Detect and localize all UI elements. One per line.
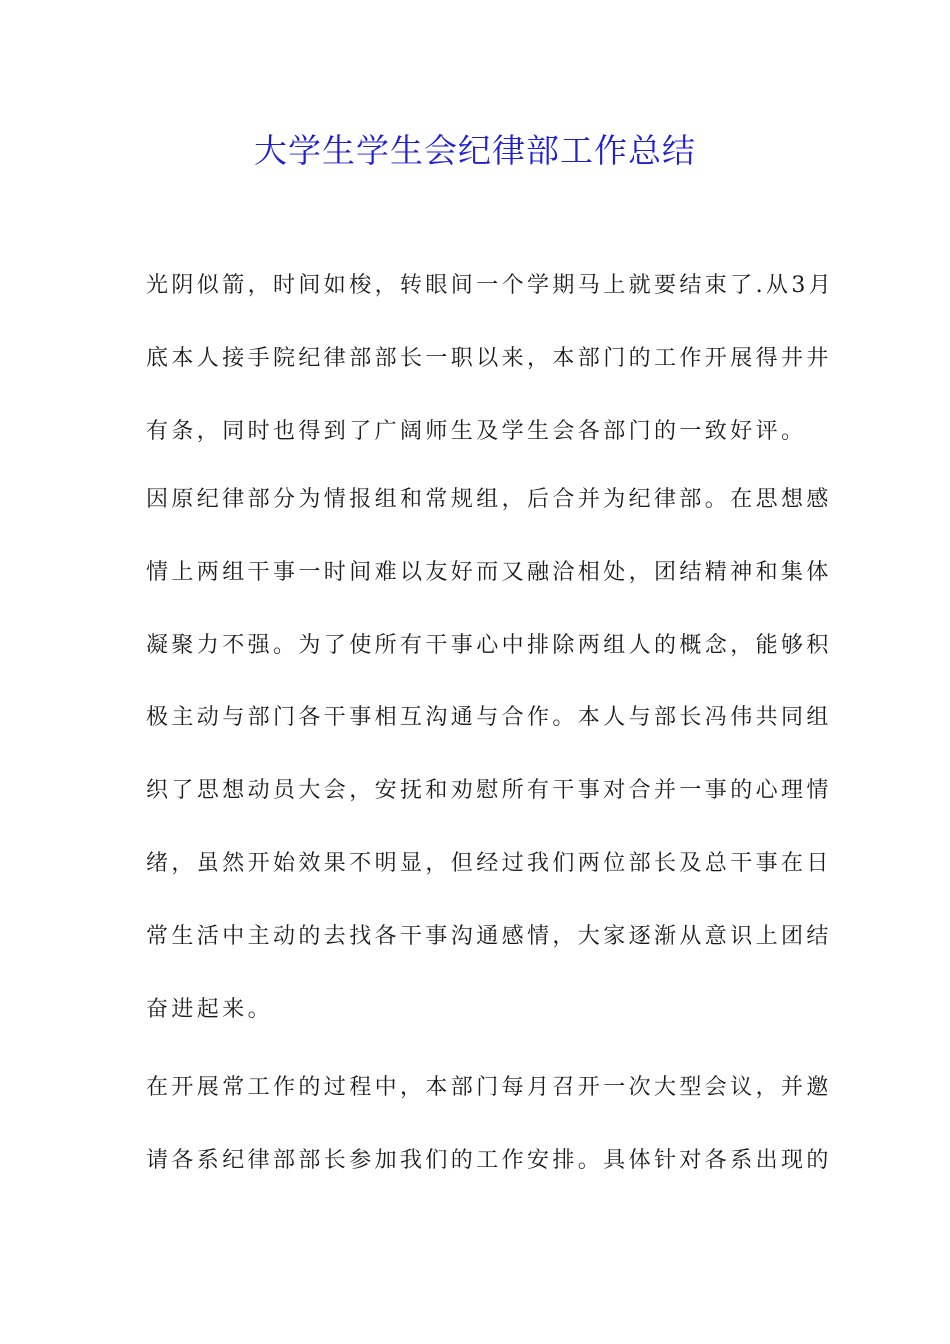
paragraph-line: 因原纪律部分为情报组和常规组，后合并为纪律部。在思想感 (146, 487, 832, 512)
paragraph-line: 凝聚力不强。为了使所有干事心中排除两组人的概念，能够积 (146, 632, 832, 658)
paragraph-line: 极主动与部门各干事相互沟通与合作。本人与部长冯伟共同组 (146, 705, 832, 731)
paragraph-line: 底本人接手院纪律部部长一职以来，本部门的工作开展得井井 (146, 345, 832, 371)
paragraph-line: 光阴似箭，时间如梭，转眼间一个学期马上就要结束了.从3月 (146, 273, 835, 298)
paragraph-line: 在开展常工作的过程中，本部门每月召开一次大型会议，并邀 (146, 1075, 832, 1100)
document-title: 大学生学生会纪律部工作总结 (254, 131, 696, 170)
document-body (146, 262, 835, 1214)
paragraph-3 (146, 1064, 832, 1214)
paragraph-line: 情上两组干事一时间难以友好而又融洽相处，团结精神和集体 (146, 559, 832, 585)
paragraph-line: 有条，同时也得到了广阔师生及学生会各部门的一致好评。 (146, 418, 807, 444)
paragraph-1 (146, 262, 835, 458)
paragraph-line: 奋进起来。 (146, 996, 274, 1022)
paragraph-line: 常生活中主动的去找各干事沟通感情，大家逐渐从意识上团结 (146, 923, 832, 949)
paragraph-line: 织了思想动员大会，安抚和劝慰所有干事对合并一事的心理情 (146, 778, 832, 804)
paragraph-line: 请各系纪律部部长参加我们的工作安排。具体针对各系出现的 (146, 1147, 832, 1173)
paragraph-line: 绪，虽然开始效果不明显，但经过我们两位部长及总干事在日 (146, 850, 832, 876)
paragraph-2 (146, 476, 832, 1046)
